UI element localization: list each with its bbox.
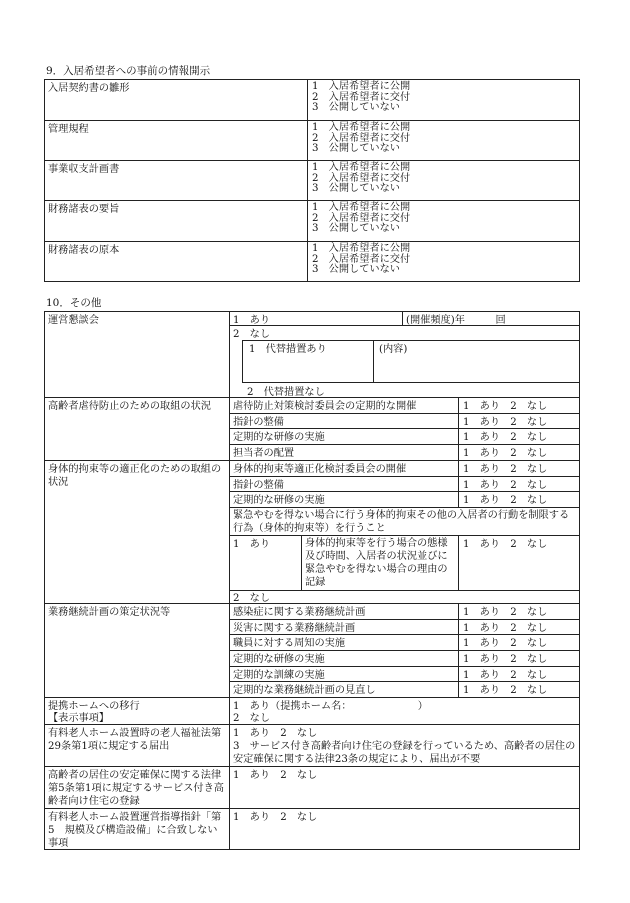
- shishin-opt: 1 あり 2 なし: [233, 812, 318, 823]
- kousoku-nashi: 2 なし: [233, 593, 271, 604]
- teikei-nashi: 2 なし: [233, 713, 271, 724]
- section-9-title: 9．入居希望者への事前の情報開示: [46, 65, 211, 77]
- gyakutai-yesno: 1 あり 2 なし: [463, 432, 548, 443]
- section-10-title: 10．その他: [46, 297, 102, 309]
- bcp-item: 定期的な業務継続計画の見直し: [233, 685, 376, 696]
- teikei-ari: 1 あり（提携ホーム名： ）: [233, 701, 428, 712]
- gyakutai-label: 高齢者虐待防止のための取組の状況: [48, 401, 211, 412]
- bcp-item: 感染症に関する業務継続計画: [233, 607, 366, 618]
- bcp-yesno: 1 あり 2 なし: [463, 623, 548, 634]
- kousoku-item: 身体的拘束等適正化検討委員会の開催: [233, 464, 407, 475]
- options-financial-summary: 1 入居希望者に公開 2 入居希望者に交付 3 公開していない: [312, 202, 411, 235]
- options-business-plan: 1 入居希望者に公開 2 入居希望者に交付 3 公開していない: [312, 162, 411, 195]
- options-financial-original: 1 入居希望者に公開 2 入居希望者に交付 3 公開していない: [312, 243, 411, 276]
- gyakutai-item: 定期的な研修の実施: [233, 432, 325, 443]
- bcp-yesno: 1 あり 2 なし: [463, 607, 548, 618]
- row-label-management-rules: 管理規程: [48, 124, 89, 135]
- bcp-yesno: 1 あり 2 なし: [463, 670, 548, 681]
- todokede-label: 有料老人ホーム設置時の老人福祉法第29条第1項に規定する届出: [48, 728, 222, 752]
- unei-frequency: (開催頻度)年 回: [406, 315, 506, 326]
- unei-substitute-nashi: 2 代替措置なし: [247, 387, 325, 398]
- kousoku-kiroku: 身体的拘束等を行う場合の態様及び時間、入居者の状況並びに緊急やむを得ない場合の理由の記録: [305, 538, 448, 588]
- teikei-label: 提携ホームへの移行: [48, 701, 140, 712]
- gyakutai-yesno: 1 あり 2 なし: [463, 417, 548, 428]
- kousoku-label: 身体的拘束等の適正化のための取組の状況: [48, 464, 222, 488]
- row-label-financial-summary: 財務諸表の要旨: [48, 204, 120, 215]
- unei-nashi: 2 なし: [233, 329, 271, 340]
- teikei-display-note: 【表示事項】: [48, 713, 110, 724]
- kousoku-yesno: 1 あり 2 なし: [463, 495, 548, 506]
- unei-ari: 1 あり: [233, 315, 271, 326]
- gyakutai-item: 担当者の配置: [233, 448, 295, 459]
- row-label-financial-original: 財務諸表の原本: [48, 245, 120, 256]
- row-label-contract-template: 入居契約書の雛形: [48, 83, 130, 94]
- gyakutai-item: 指針の整備: [233, 417, 284, 428]
- kousoku-ari: 1 あり: [233, 539, 271, 550]
- kousoku-item: 指針の整備: [233, 480, 284, 491]
- bcp-item: 災害に関する業務継続計画: [233, 623, 356, 634]
- bcp-yesno: 1 あり 2 なし: [463, 685, 548, 696]
- bcp-item: 定期的な訓練の実施: [233, 670, 325, 681]
- kousoku-yesno: 1 あり 2 なし: [463, 464, 548, 475]
- row-label-business-plan: 事業収支計画書: [48, 164, 120, 175]
- bcp-item: 定期的な研修の実施: [233, 654, 325, 665]
- unei-substitute-ari: 1 代替措置あり: [249, 344, 327, 355]
- gyakutai-yesno: 1 あり 2 なし: [463, 401, 548, 412]
- kousoku-kinkyu: 緊急やむを得ない場合に行う身体的拘束その他の入居者の行動を制限する行為（身体的拘束等）を行うこと: [233, 510, 570, 534]
- bcp-label: 業務継続計画の策定状況等: [48, 607, 171, 618]
- todokede-opt3: 3 サービス付き高齢者向け住宅の登録を行っているため、高齢者の居住の安定確保に関する法律23条の規定により、届出が不要: [233, 741, 576, 765]
- todokede-opt12: 1 あり 2 なし: [233, 728, 318, 739]
- sakoju-label: 高齢者の居住の安定確保に関する法律第5条第1項に規定するサービス付き高齢者向け住宅の登録: [48, 770, 224, 807]
- kousoku-yesno: 1 あり 2 なし: [463, 480, 548, 491]
- kousoku-item: 定期的な研修の実施: [233, 495, 325, 506]
- bcp-item: 職員に対する周知の実施: [233, 638, 346, 649]
- bcp-yesno: 1 あり 2 なし: [463, 638, 548, 649]
- gyakutai-item: 虐待防止対策検討委員会の定期的な開催: [233, 401, 417, 412]
- bcp-yesno: 1 あり 2 なし: [463, 654, 548, 665]
- gyakutai-yesno: 1 あり 2 なし: [463, 448, 548, 459]
- sakoju-opt: 1 あり 2 なし: [233, 770, 318, 781]
- options-management-rules: 1 入居希望者に公開 2 入居希望者に交付 3 公開していない: [312, 122, 411, 155]
- kousoku-kiroku-yesno: 1 あり 2 なし: [463, 539, 548, 550]
- shishin-label: 有料老人ホーム設置運営指導指針「第5 規模及び構造設備」に合致しない事項: [48, 812, 222, 849]
- unei-label: 運営懇談会: [48, 315, 99, 326]
- unei-naiyou: (内容): [379, 344, 408, 355]
- options-contract-template: 1 入居希望者に公開 2 入居希望者に交付 3 公開していない: [312, 81, 411, 114]
